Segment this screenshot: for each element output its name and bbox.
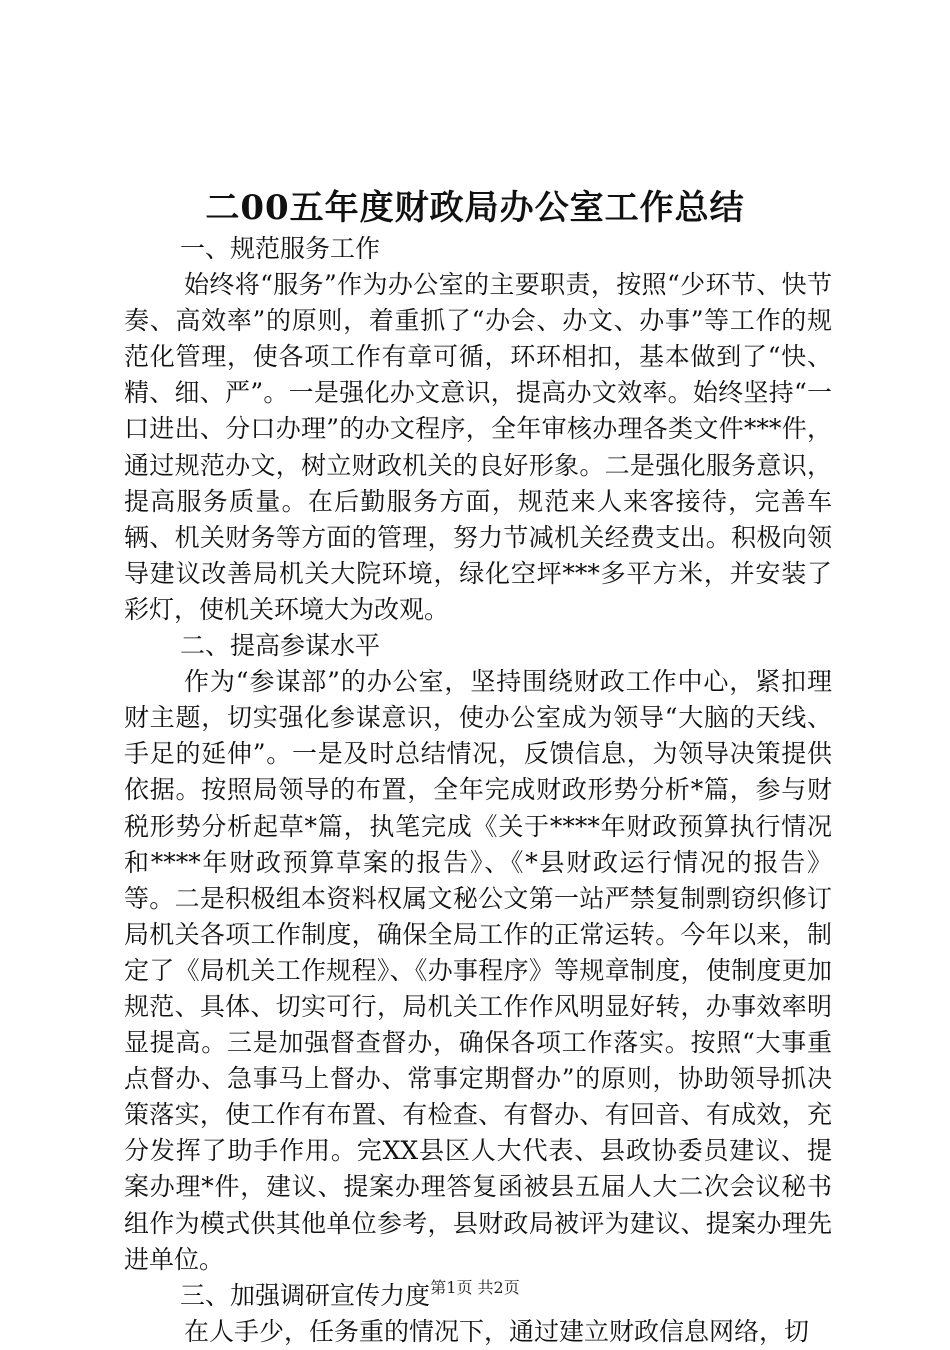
section-paragraph-1: 始终将“服务”作为办公室的主要职责，按照“少环节、快节奏、高效率”的原则，着重抓了“办会、办文、办事”等工作的规范化管理，使各项工作有章可循，环环相扣，基本做到了“快、精、细、严”。一是强化办文意识，提高办文效率。始终坚持“一口进出、分口办理”的办文程序，全年审核办理各类文件***件，通过规范办文，树立财政机关的良好形象。二是强化服务意识，提高服务质量。在后勤服务方面，规范来人来客接待，完善车辆、机关财务等方面的管理，努力节减机关经费支出。积极向领导建议改善局机关大院环境，绿化空坪***多平方米，并安装了彩灯，使机关环境大为改观。 [124,270,832,624]
section-heading-3: 三、加强调研宣传力度 [180,1280,431,1310]
section-paragraph-3: 在人手少，任务重的情况下，通过建立财政信息网络，切 [184,1316,810,1346]
page-footer: 第1页 共2页 [430,1278,520,1297]
section-paragraph-2: 作为“参谋部”的办公室，坚持围绕财政工作中心，紧扣理财主题，切实强化参谋意识，使办公室成为领导“大脑的天线、手足的延伸”。一是及时总结情况，反馈信息，为领导决策提供依据。按照局领导的布置，全年完成财政形势分析*篇，参与财税形势分析起草*篇，执笔完成《关于****年财政预算执行情况和****年财政预算草案的报告》、《*县财政运行情况的报告》等。二是积极组本资料权属文秘公文第一站严禁复制剽窃织修订局机关各项工作制度，确保全局工作的正常运转。今年以来，制定了《局机关工作规程》、《办事程序》等规章制度，使制度更加规范、具体、切实可行，局机关工作作风明显好转，办事效率明显提高。三是加强督查督办，确保各项工作落实。按照“大事重点督办、急事马上督办、常事定期督办”的原则，协助领导抓决策落实，使工作有布置、有检查、有督办、有回音、有成效，充分发挥了助手作用。完XX县区人大代表、县政协委员建议、提案办理*件，建议、提案办理答复函被县五届人大二次会议秘书组作为模式供其他单位参考，县财政局被评为建议、提案办理先进单位。 [124,667,832,1274]
section-heading-2: 二、提高参谋水平 [180,631,381,661]
document-body [124,231,832,1350]
section-heading-1: 一、规范服务工作 [180,234,381,263]
document-title: 二00五年度财政局办公室工作总结 [205,188,745,228]
